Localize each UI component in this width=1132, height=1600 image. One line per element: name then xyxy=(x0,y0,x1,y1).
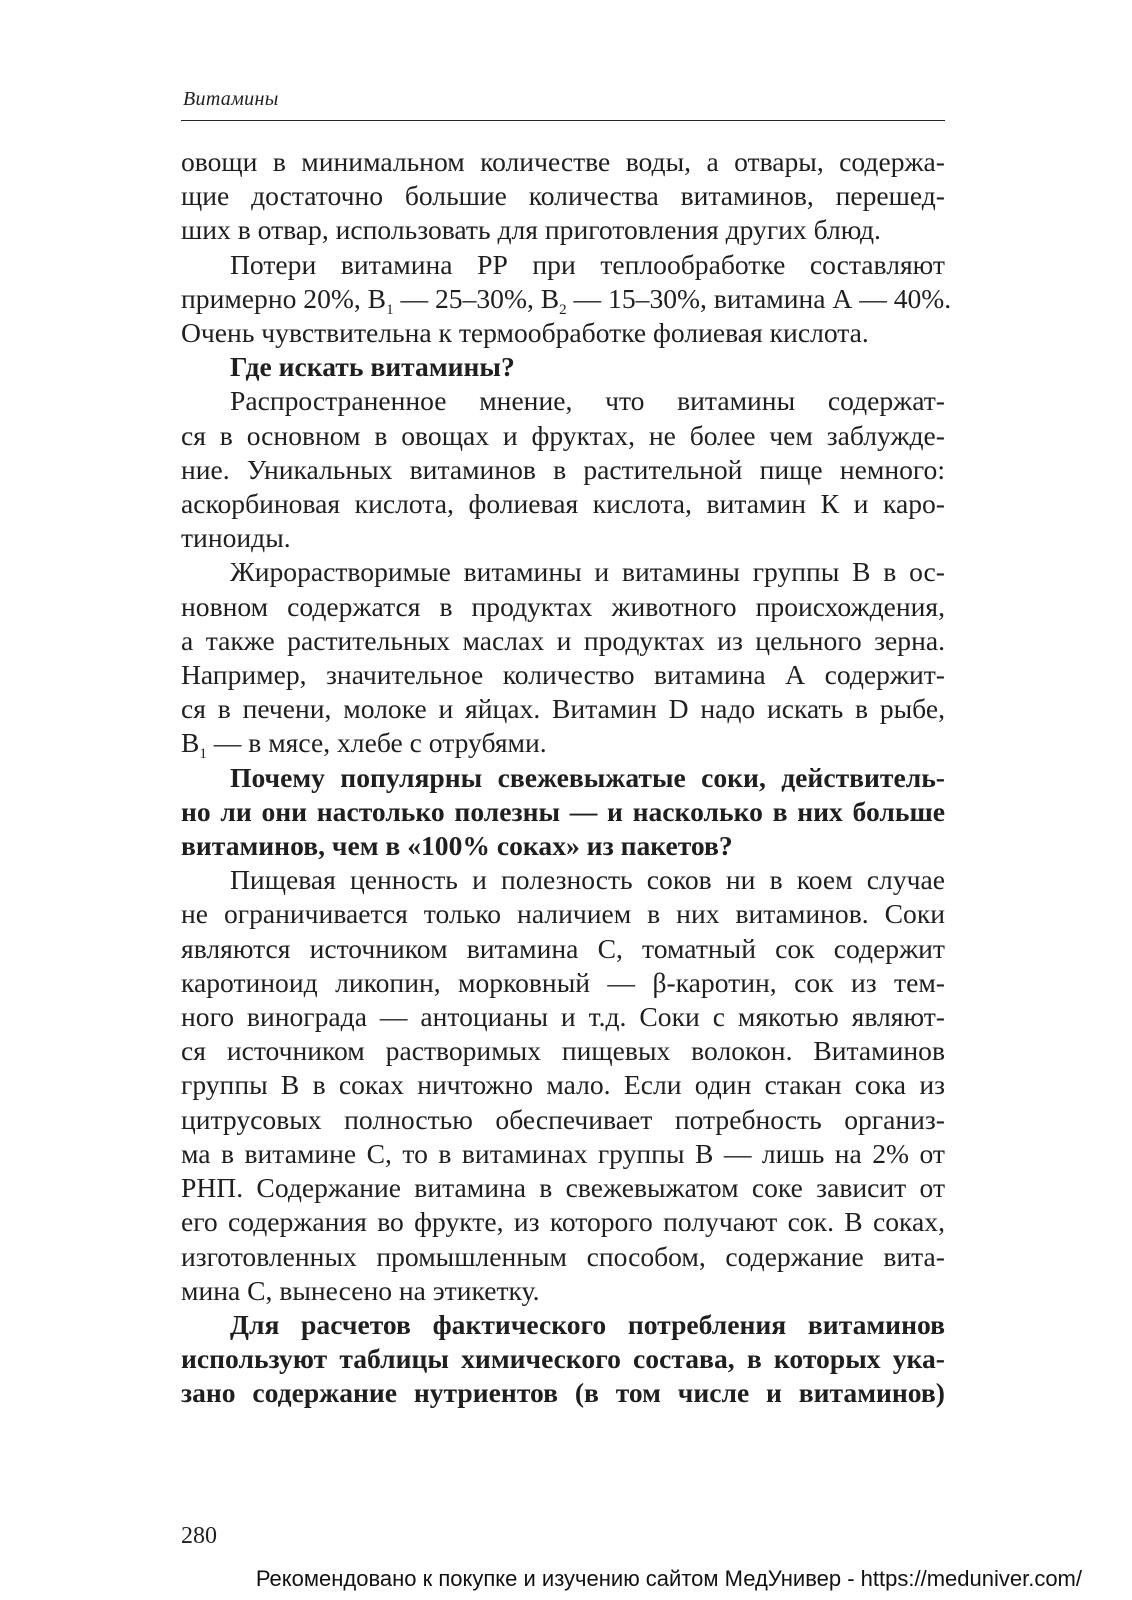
text-line: ма в витамине С, то в витаминах группы В — лишь на 2% от xyxy=(181,1137,945,1169)
text-line: Жирорастворимые витамины и витамины группы В в ос- xyxy=(230,556,945,588)
text-line: ние. Уникальных витаминов в растительной пище немного: xyxy=(181,453,945,485)
text-line: являются источником витамина С, томатный сок содержит xyxy=(181,932,945,964)
text-line: его содержания во фрукте, из которого получают сок. В соках, xyxy=(181,1206,945,1238)
text-line: аскорбиновая кислота, фолиевая кислота, витамин К и каро- xyxy=(181,488,945,520)
text-line: изготовленных промышленным способом, содержание вита- xyxy=(181,1240,945,1272)
bold-statement: используют таблицы химического состава, в которых ука- xyxy=(181,1343,945,1375)
text-line: ших в отвар, использовать для приготовления других блюд. xyxy=(181,214,881,246)
text-line: каротиноид ликопин, морковный — β-каротин, сок из тем- xyxy=(181,966,945,998)
text-line: Очень чувствительна к термообработке фолиевая кислота. xyxy=(181,317,869,349)
text-line: а также растительных маслах и продуктах из цельного зерна. xyxy=(181,624,945,656)
text-fragment: — 25–30%, В xyxy=(393,282,560,314)
text-line: тиноиды. xyxy=(181,522,291,554)
bold-statement: зано содержание нутриентов (в том числе и витаминов) xyxy=(181,1377,945,1409)
text-line-with-subscripts xyxy=(181,726,945,763)
header-divider xyxy=(181,120,945,121)
text-line-with-subscripts xyxy=(181,282,952,318)
text-line: овощи в минимальном количестве воды, а отвары, содержа- xyxy=(181,146,945,177)
page-body xyxy=(181,145,952,1411)
bold-statement: Для расчетов фактического потребления витаминов xyxy=(230,1308,945,1340)
text-line: ся источником растворимых пищевых волокон. Витаминов xyxy=(181,1035,945,1067)
page-number: 280 xyxy=(181,1523,217,1549)
text-fragment: — в мясе, хлебе с отрубями. xyxy=(206,727,547,759)
question-heading: Почему популярны свежевыжатые соки, действитель- xyxy=(230,761,945,793)
text-line: ся в основном в овощах и фруктах, не более чем заблужде- xyxy=(181,419,945,451)
subscript: 1 xyxy=(386,301,394,318)
question-heading: витаминов, чем в «100% соках» из пакетов? xyxy=(181,830,733,862)
text-line: Распространенное мнение, что витамины содержат- xyxy=(230,385,945,417)
text-line: цитрусовых полностью обеспечивает потребность организ- xyxy=(181,1103,945,1135)
text-line: Пищевая ценность и полезность соков ни в коем случае xyxy=(230,864,945,896)
text-line: ся в печени, молоке и яйцах. Витамин D надо искать в рыбе, xyxy=(181,693,945,725)
text-line: не ограничивается только наличием в них витаминов. Соки xyxy=(181,898,945,930)
running-header: Витамины xyxy=(183,88,279,110)
subscript: 2 xyxy=(559,301,567,318)
footer-recommendation: Рекомендовано к покупке и изучению сайтом МедУнивер - https://meduniver.com/ xyxy=(255,1566,1082,1591)
subscript: 1 xyxy=(199,746,207,763)
section-heading: Где искать витамины? xyxy=(230,351,515,383)
text-line: ного винограда — антоцианы и т.д. Соки с мякотью являют- xyxy=(181,1001,945,1033)
text-line: щие достаточно большие количества витаминов, перешед- xyxy=(181,180,945,212)
question-heading: но ли они настолько полезны — и насколько в них больше xyxy=(181,795,945,827)
text-fragment: примерно 20%, В xyxy=(181,282,387,314)
text-line: новном содержатся в продуктах животного происхождения, xyxy=(181,590,945,622)
text-line: РНП. Содержание витамина в свежевыжатом соке зависит от xyxy=(181,1172,945,1204)
text-line: Например, значительное количество витамина А содержит- xyxy=(181,659,945,691)
text-line: Потери витамина РР при теплообработке составляют xyxy=(230,248,945,280)
text-line: мина С, вынесено на этикетку. xyxy=(181,1274,540,1306)
text-fragment: — 15–30%, витамина А — 40%. xyxy=(566,282,952,314)
text-line: группы В в соках ничтожно мало. Если один стакан сока из xyxy=(181,1069,945,1101)
text-fragment: В xyxy=(181,727,200,759)
